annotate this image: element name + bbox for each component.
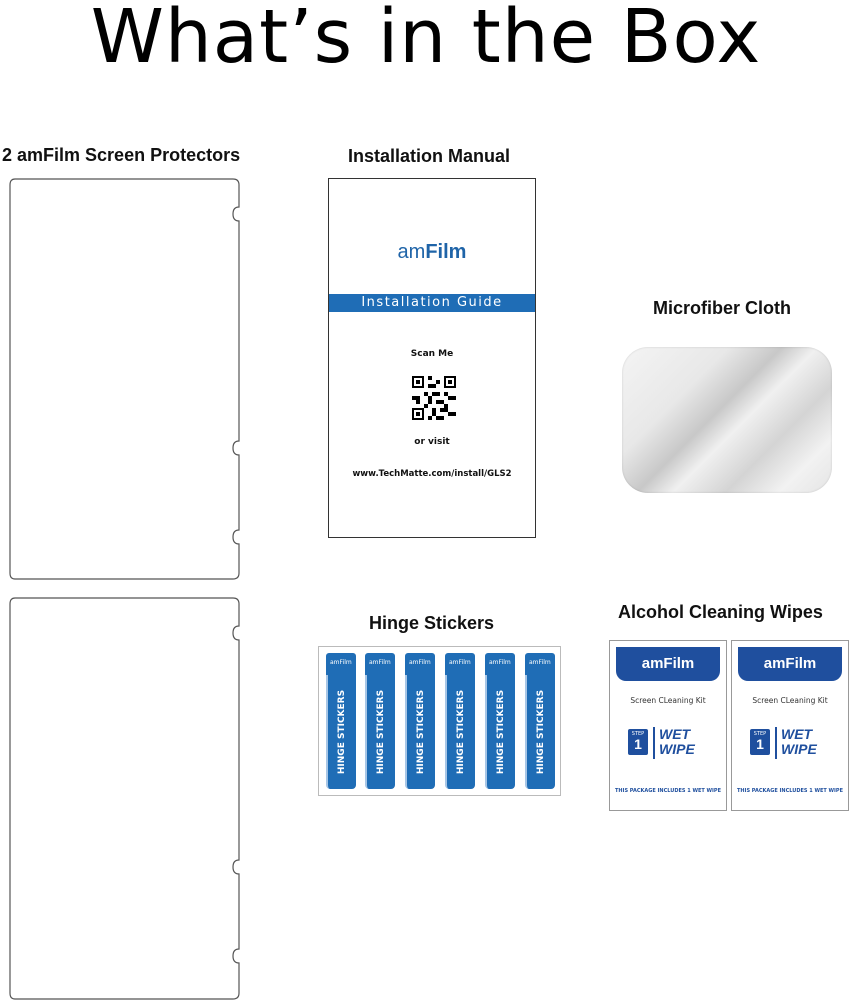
hinge-sticker-sheet <box>318 646 561 796</box>
qr-code-icon <box>412 376 456 420</box>
wipe-wet-wipe-text: WET WIPE <box>781 726 817 757</box>
wipe-step-badge: STEP 1 <box>628 729 648 755</box>
hinge-sticker: amFilm HINGE STICKERS <box>485 653 515 789</box>
microfiber-cloth <box>622 347 832 493</box>
manual-label: Installation Manual <box>348 146 511 166</box>
wipes-label: Alcohol Cleaning Wipes <box>618 602 823 622</box>
manual-visit-text: or visit <box>414 437 450 447</box>
manual-url: www.TechMatte.com/install/GLS2 <box>352 469 512 479</box>
hinge-label: Hinge Stickers <box>369 613 495 633</box>
protectors-label: 2 amFilm Screen Protectors <box>2 145 241 165</box>
wipe-brand: amFilm <box>738 647 842 681</box>
hinge-sticker: amFilm HINGE STICKERS <box>525 653 555 789</box>
hinge-sticker: amFilm HINGE STICKERS <box>326 653 356 789</box>
hinge-sticker: amFilm HINGE STICKERS <box>445 653 475 789</box>
wipe-step-badge: STEP 1 <box>750 729 770 755</box>
wipe-divider <box>775 727 777 759</box>
alcohol-wipe-packet <box>731 640 849 811</box>
wipe-brand: amFilm <box>616 647 720 681</box>
screen-protector-2 <box>9 597 243 1000</box>
cloth-label: Microfiber Cloth <box>653 298 791 318</box>
installation-manual <box>328 178 536 538</box>
wipe-wet-wipe-text: WET WIPE <box>659 726 695 757</box>
manual-band: Installation Guide <box>329 294 535 312</box>
screen-protector-1 <box>9 178 243 580</box>
wipe-kit-text: Screen CLeaning Kit <box>630 696 706 705</box>
page-title: What’s in the Box <box>90 0 762 80</box>
alcohol-wipe-packet <box>609 640 727 811</box>
wipe-kit-text: Screen CLeaning Kit <box>752 696 828 705</box>
manual-scan-text: Scan Me <box>410 349 454 359</box>
wipe-package-note: THIS PACKAGE INCLUDES 1 WET WIPE <box>737 788 843 794</box>
hinge-sticker: amFilm HINGE STICKERS <box>365 653 395 789</box>
hinge-sticker: amFilm HINGE STICKERS <box>405 653 435 789</box>
wipe-divider <box>653 727 655 759</box>
manual-brand: amFilm <box>397 241 467 263</box>
wipe-package-note: THIS PACKAGE INCLUDES 1 WET WIPE <box>615 788 721 794</box>
